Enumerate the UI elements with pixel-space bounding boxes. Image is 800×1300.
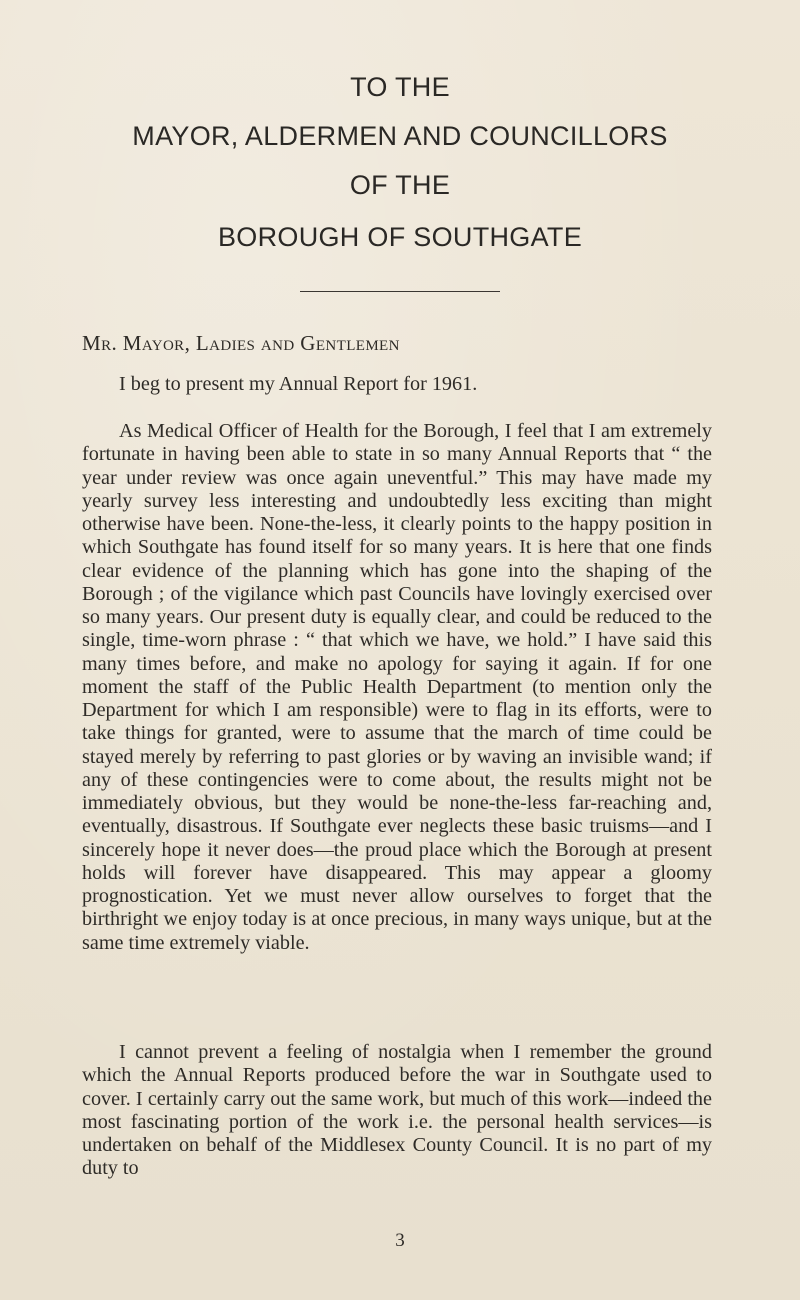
salutation-text: Mr. Mayor, Ladies and Gentlemen xyxy=(82,331,400,355)
page-number: 3 xyxy=(395,1230,405,1251)
heading-divider xyxy=(300,291,500,292)
paragraph-nostalgia: I cannot prevent a feeling of nostalgia when I remember the ground which the Annual Reports produced before the war in Southgate used to cover. I certainly carry out the same work, but much of this work—indeed the most fascinating portion of the work i.e. the personal health services—is undertaken on behalf of the Middlesex County Council. It is no part of my duty to xyxy=(82,1041,712,1180)
heading-line-2: MAYOR, ALDERMEN AND COUNCILLORS xyxy=(132,121,668,151)
heading-line-4: BOROUGH OF SOUTHGATE xyxy=(217,222,582,252)
heading-line-1: TO THE xyxy=(350,72,450,102)
salutation xyxy=(82,331,400,356)
paragraph-intro: I beg to present my Annual Report for 1961. xyxy=(119,373,478,395)
paragraph-main: As Medical Officer of Health for the Borough, I feel that I am extremely fortunate in having been able to state in so many Annual Reports that “ the year under review was once again uneventful.” This may have made my yearly survey less interesting and undoubtedly less exciting than might otherwise have been. None-the-less, it clearly points to the happy position in which Southgate has found itself for so many years. It is here that one finds clear evidence of the planning which has gone into the shaping of the Borough ; of the vigilance which past Councils have lovingly exercised over so many years. Our present duty is equally clear, and could be reduced to the single, time-worn phrase : “ that which we have, we hold.” I have said this many times before, and make no apology for saying it again. If for one moment the staff of the Public Health Department (to mention only the Department for which I am responsible) were to flag in its efforts, were to take things for granted, were to assume that the march of time could be stayed merely by referring to past glories or by waving an invisible wand; if any of these contingencies were to come about, the results might not be immediately obvious, but they would be none-the-less far-reaching and, eventually, disastrous. If Southgate ever neglects these basic truisms—and I sincerely hope it never does—the proud place which the Borough at present holds will forever have disappeared. This may appear a gloomy prognostication. Yet we must never allow ourselves to forget that the birthright we enjoy today is at once precious, in many ways unique, but at the same time extremely viable. xyxy=(82,420,712,954)
heading-line-3: OF THE xyxy=(349,170,451,200)
